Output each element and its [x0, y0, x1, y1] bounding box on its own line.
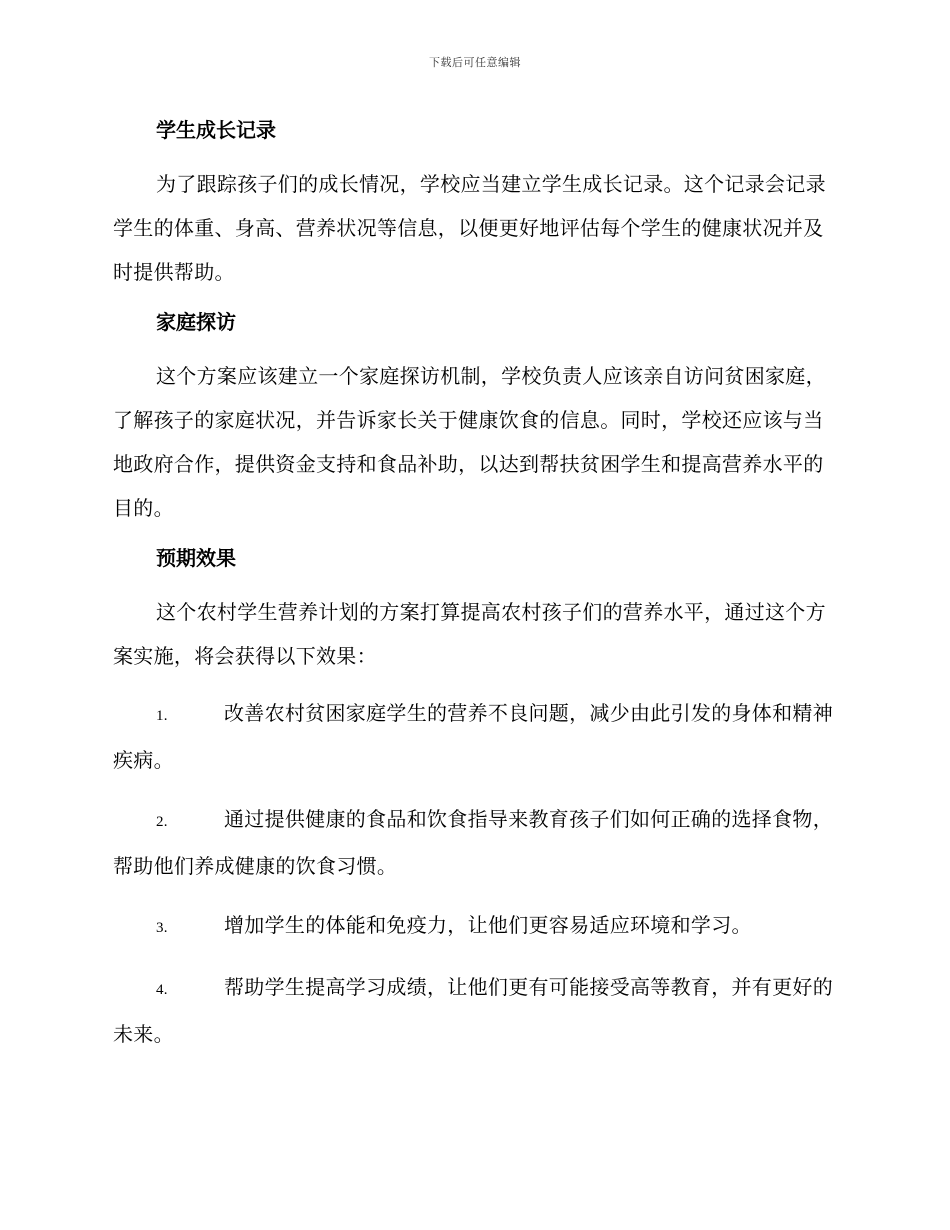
section-heading-home-visit: 家庭探访 — [156, 310, 236, 334]
list-number: 3. — [156, 920, 168, 936]
section-heading-expected-effects: 预期效果 — [156, 546, 236, 570]
list-item — [113, 797, 833, 888]
list-number: 1. — [156, 708, 168, 724]
section-paragraph-growth-record: 为了跟踪孩子们的成长情况，学校应当建立学生成长记录。这个记录会记录学生的体重、身高、营养状况等信息，以便更好地评估每个学生的健康状况并及时提供帮助。 — [113, 172, 826, 284]
list-item — [113, 903, 833, 950]
section-paragraph-expected-effects: 这个农村学生营养计划的方案打算提高农村孩子们的营养水平，通过这个方案实施，将会获得以下效果： — [113, 600, 826, 668]
document-body — [113, 115, 833, 1071]
effects-list — [113, 691, 833, 1056]
list-number: 4. — [156, 982, 168, 998]
section-paragraph-home-visit: 这个方案应该建立一个家庭探访机制，学校负责人应该亲自访问贫困家庭，了解孩子的家庭状况，并告诉家长关于健康饮食的信息。同时，学校还应该与当地政府合作，提供资金支持和食品补助，以达到帮扶贫困学生和提高营养水平的目的。 — [113, 364, 826, 520]
list-item — [113, 691, 833, 782]
page-header-note: 下载后可任意编辑 — [429, 56, 521, 69]
list-text: 帮助学生提高学习成绩，让他们更有可能接受高等教育，并有更好的未来。 — [113, 975, 833, 1046]
list-number: 2. — [156, 814, 168, 830]
list-text: 增加学生的体能和免疫力，让他们更容易适应环境和学习。 — [224, 913, 752, 937]
list-text: 通过提供健康的食品和饮食指导来教育孩子们如何正确的选择食物，帮助他们养成健康的饮食习惯。 — [113, 807, 833, 878]
section-heading-growth-record: 学生成长记录 — [156, 118, 276, 142]
list-item — [113, 965, 833, 1056]
list-text: 改善农村贫困家庭学生的营养不良问题，减少由此引发的身体和精神疾病。 — [113, 701, 833, 772]
